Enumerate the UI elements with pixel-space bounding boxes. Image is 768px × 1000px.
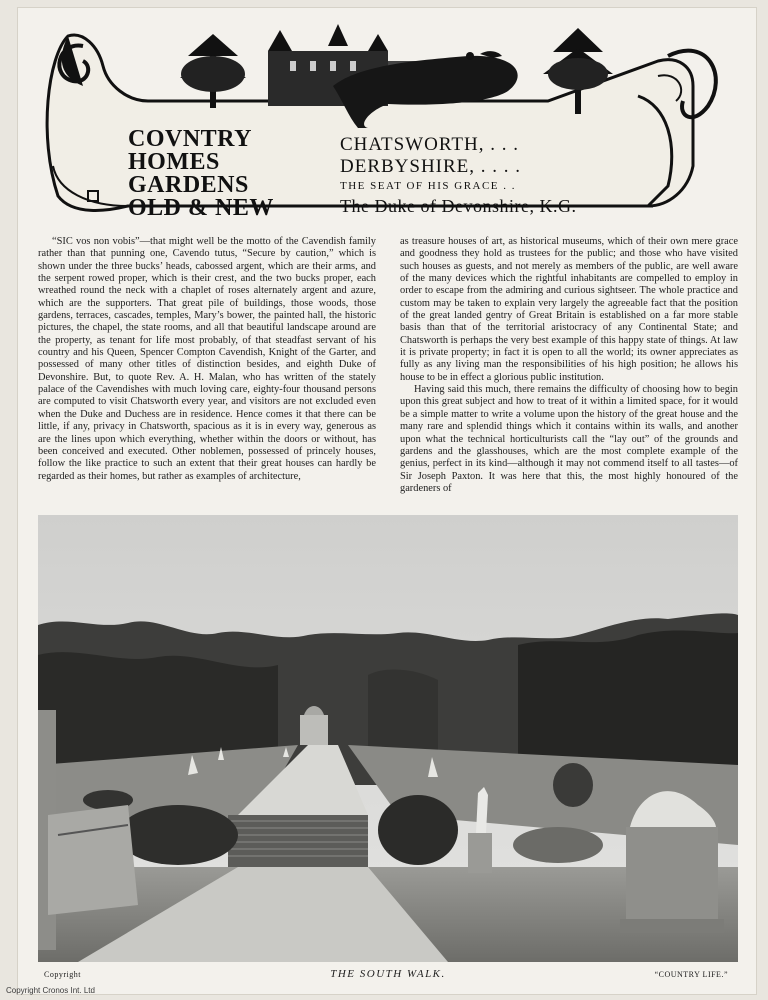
paragraph: “SIC vos non vobis”—that might well be the motto of the Cavendish family rather than that punning one, Cavendo tutus, “Secure by caution,” which is shown under the three bucks’ heads, cabossed argent, which are their arms, and the serpent rowed proper, which is their crest, and the two bucks proper, each wreathed round the neck with a chaplet of roses alternately argent and azure, which are the supporters. That great pile of buildings, those woods, those gardens, terraces, cascades, temples, Mary’s bower, the painted hall, the historic pictures, the chapel, the state rooms, and all that beautiful landscape around are the property, as tenant for life most probably, of that steadfast servant of his country and his Queen, Spencer Compton Cavendish, Knight of the Garter, and possessed of many other titles of distinction besides, and eighth Duke of Devonshire. But, to quote Rev. A. H. Malan, who has written of the stately palace of the Cavendishes with much loving care, eighty-four thousand persons are computed to visit Chatsworth every year, and visitors are not excluded even when the Duke and Duchess are in residence. Hence comes it that there can be little, if any, privacy in Chatsworth, spacious as it is in every way, generous as are the lines upon which everything, whether within the doors or without, has been conceived and executed. Other noblemen, possessed of princely houses, follow the like practice to such an extent that their great houses can hardly be regarded as their homes, but rather as examples of architecture, — [38, 236, 376, 482]
garden-scene-illustration — [38, 515, 738, 962]
watermark-text: Copyright Cronos Int. Ltd — [6, 986, 95, 995]
masthead-line: GARDENS — [128, 172, 249, 198]
article-title — [340, 134, 680, 217]
masthead-line: HOMES — [128, 149, 220, 175]
caption-copyright: Copyright — [44, 970, 81, 979]
caption-credit: “COUNTRY LIFE.” — [654, 970, 728, 979]
seat-line: THE SEAT OF HIS GRACE . . — [340, 180, 517, 192]
magazine-page — [18, 8, 756, 994]
article-body — [38, 236, 738, 498]
masthead-line: OLD & NEW — [128, 195, 274, 221]
place-name: CHATSWORTH, . . . — [340, 134, 519, 155]
county-name: DERBYSHIRE, . . . . — [340, 156, 522, 177]
photo-caption — [38, 966, 738, 986]
paragraph: as treasure houses of art, as historical museums, which of their own mere grace and goodness they hold as trustees for the public; and those who have visited such houses as guests, and not merely as members of the public, are well aware of the many devices which the rightful inhabitants are compelled to employ in order to escape from the admiring and curious sightseer. The whole practice and custom may be taken to explain very largely the agreeable fact that the position of the great landed gentry of Great Britain is established on a far more stable basis than that of the territorial aristocracy of any Continental State; and Chatsworth is perhaps the very best example of this happy state of things. At law it is private property; in fact it is open to all the world; its owner appreciates as fully as any living man the responsibilities of his high position; he allows his house to be in effect a glorious public institution. — [400, 236, 738, 383]
south-walk-photograph — [38, 515, 738, 962]
owner-name: The Duke of Devonshire, K.G. — [340, 196, 577, 216]
header-banner — [28, 16, 728, 226]
column-right — [400, 236, 738, 498]
series-masthead — [128, 128, 308, 220]
column-left — [38, 236, 376, 498]
caption-title: THE SOUTH WALK. — [330, 968, 446, 980]
masthead-line: COVNTRY — [128, 126, 252, 152]
paragraph: Having said this much, there remains the difficulty of choosing how to begin upon this great subject and how to treat of it within a limited space, for it would be a simple matter to write a volume upon the history of the great house and the many rare and splendid things which it contains within its walls, and another upon what the technical horticulturists call the “lay out” of the grounds and gardens and the glasshouses, which are the most complete example of the genius, perfect in its kind—although it may not commend itself to all tastes—of Sir Joseph Paxton. It was here that this, the most highly honoured of the gardeners of — [400, 384, 738, 494]
